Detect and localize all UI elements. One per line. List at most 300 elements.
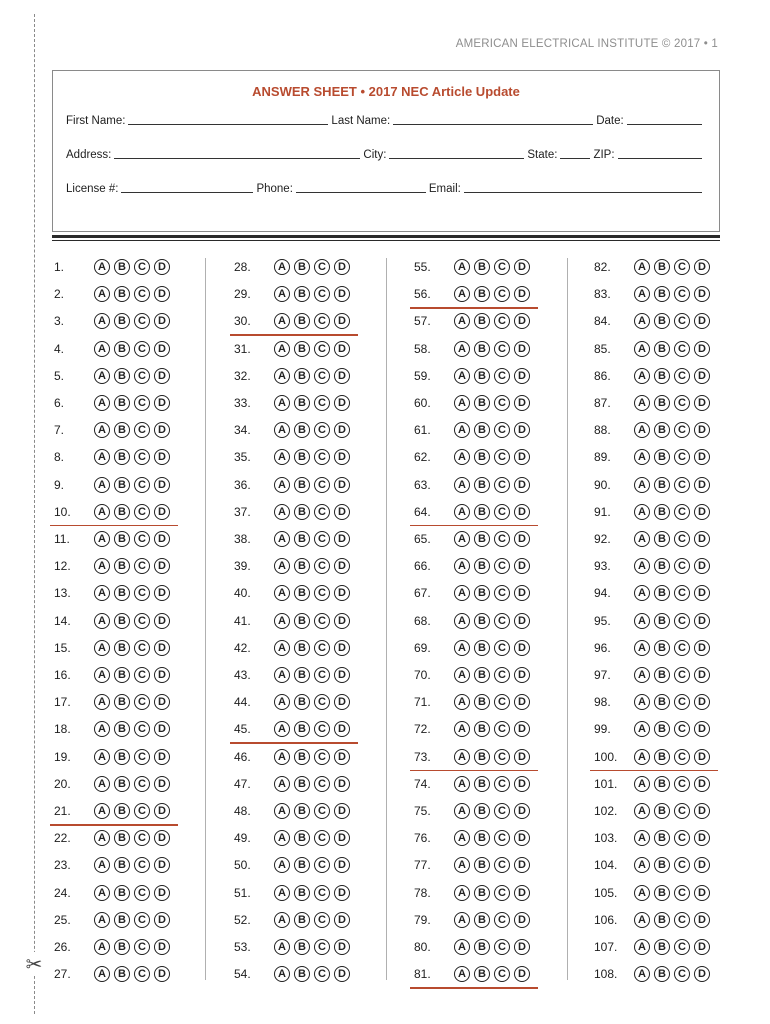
answer-bubble-d[interactable]: D: [334, 558, 350, 574]
answer-bubble-b[interactable]: B: [474, 803, 490, 819]
answer-bubble-c[interactable]: C: [134, 830, 150, 846]
zip-field[interactable]: [618, 158, 702, 159]
answer-bubble-c[interactable]: C: [674, 585, 690, 601]
answer-bubble-a[interactable]: A: [454, 449, 470, 465]
answer-bubble-a[interactable]: A: [274, 830, 290, 846]
answer-bubble-a[interactable]: A: [454, 259, 470, 275]
answer-bubble-c[interactable]: C: [134, 640, 150, 656]
answer-bubble-b[interactable]: B: [474, 477, 490, 493]
answer-bubble-d[interactable]: D: [154, 776, 170, 792]
answer-bubble-b[interactable]: B: [114, 422, 130, 438]
answer-bubble-a[interactable]: A: [94, 286, 110, 302]
answer-bubble-c[interactable]: C: [134, 477, 150, 493]
answer-bubble-a[interactable]: A: [454, 504, 470, 520]
answer-bubble-a[interactable]: A: [634, 477, 650, 493]
answer-bubble-b[interactable]: B: [294, 939, 310, 955]
answer-bubble-b[interactable]: B: [474, 749, 490, 765]
answer-bubble-d[interactable]: D: [334, 885, 350, 901]
answer-bubble-c[interactable]: C: [674, 368, 690, 384]
answer-bubble-c[interactable]: C: [674, 395, 690, 411]
answer-bubble-c[interactable]: C: [494, 585, 510, 601]
answer-bubble-c[interactable]: C: [494, 449, 510, 465]
answer-bubble-d[interactable]: D: [514, 368, 530, 384]
answer-bubble-a[interactable]: A: [634, 422, 650, 438]
answer-bubble-b[interactable]: B: [114, 449, 130, 465]
answer-bubble-c[interactable]: C: [674, 721, 690, 737]
answer-bubble-b[interactable]: B: [294, 341, 310, 357]
answer-bubble-c[interactable]: C: [314, 531, 330, 547]
answer-bubble-a[interactable]: A: [634, 585, 650, 601]
answer-bubble-d[interactable]: D: [514, 313, 530, 329]
answer-bubble-b[interactable]: B: [474, 966, 490, 982]
answer-bubble-d[interactable]: D: [154, 857, 170, 873]
answer-bubble-d[interactable]: D: [514, 694, 530, 710]
answer-bubble-d[interactable]: D: [694, 259, 710, 275]
answer-bubble-d[interactable]: D: [514, 449, 530, 465]
answer-bubble-c[interactable]: C: [494, 395, 510, 411]
answer-bubble-c[interactable]: C: [494, 477, 510, 493]
answer-bubble-a[interactable]: A: [454, 694, 470, 710]
answer-bubble-a[interactable]: A: [454, 368, 470, 384]
answer-bubble-d[interactable]: D: [154, 477, 170, 493]
answer-bubble-a[interactable]: A: [634, 830, 650, 846]
answer-bubble-a[interactable]: A: [634, 776, 650, 792]
answer-bubble-a[interactable]: A: [274, 640, 290, 656]
answer-bubble-a[interactable]: A: [634, 912, 650, 928]
answer-bubble-a[interactable]: A: [94, 667, 110, 683]
answer-bubble-a[interactable]: A: [274, 368, 290, 384]
state-field[interactable]: [560, 158, 590, 159]
answer-bubble-d[interactable]: D: [154, 449, 170, 465]
answer-bubble-a[interactable]: A: [634, 640, 650, 656]
answer-bubble-d[interactable]: D: [334, 286, 350, 302]
answer-bubble-d[interactable]: D: [334, 667, 350, 683]
answer-bubble-b[interactable]: B: [114, 341, 130, 357]
answer-bubble-d[interactable]: D: [154, 259, 170, 275]
answer-bubble-c[interactable]: C: [674, 667, 690, 683]
answer-bubble-a[interactable]: A: [634, 368, 650, 384]
email-field[interactable]: [464, 192, 702, 193]
first-name-field[interactable]: [128, 124, 328, 125]
answer-bubble-a[interactable]: A: [454, 749, 470, 765]
answer-bubble-a[interactable]: A: [634, 613, 650, 629]
answer-bubble-d[interactable]: D: [694, 694, 710, 710]
answer-bubble-b[interactable]: B: [474, 395, 490, 411]
answer-bubble-b[interactable]: B: [654, 667, 670, 683]
answer-bubble-c[interactable]: C: [674, 885, 690, 901]
answer-bubble-b[interactable]: B: [294, 857, 310, 873]
answer-bubble-d[interactable]: D: [514, 830, 530, 846]
answer-bubble-b[interactable]: B: [654, 640, 670, 656]
answer-bubble-b[interactable]: B: [654, 585, 670, 601]
answer-bubble-c[interactable]: C: [314, 667, 330, 683]
answer-bubble-b[interactable]: B: [294, 477, 310, 493]
answer-bubble-b[interactable]: B: [474, 694, 490, 710]
answer-bubble-a[interactable]: A: [94, 885, 110, 901]
answer-bubble-c[interactable]: C: [314, 721, 330, 737]
answer-bubble-c[interactable]: C: [494, 857, 510, 873]
answer-bubble-b[interactable]: B: [114, 585, 130, 601]
answer-bubble-c[interactable]: C: [494, 613, 510, 629]
answer-bubble-a[interactable]: A: [274, 259, 290, 275]
answer-bubble-d[interactable]: D: [334, 395, 350, 411]
answer-bubble-b[interactable]: B: [654, 613, 670, 629]
answer-bubble-b[interactable]: B: [654, 477, 670, 493]
answer-bubble-b[interactable]: B: [114, 749, 130, 765]
answer-bubble-c[interactable]: C: [134, 286, 150, 302]
answer-bubble-c[interactable]: C: [494, 640, 510, 656]
answer-bubble-b[interactable]: B: [654, 558, 670, 574]
answer-bubble-a[interactable]: A: [274, 749, 290, 765]
answer-bubble-c[interactable]: C: [494, 313, 510, 329]
answer-bubble-b[interactable]: B: [474, 885, 490, 901]
answer-bubble-d[interactable]: D: [334, 613, 350, 629]
answer-bubble-b[interactable]: B: [114, 776, 130, 792]
answer-bubble-a[interactable]: A: [274, 504, 290, 520]
answer-bubble-b[interactable]: B: [294, 395, 310, 411]
answer-bubble-b[interactable]: B: [294, 776, 310, 792]
answer-bubble-d[interactable]: D: [334, 504, 350, 520]
answer-bubble-c[interactable]: C: [314, 803, 330, 819]
answer-bubble-a[interactable]: A: [274, 966, 290, 982]
answer-bubble-d[interactable]: D: [694, 422, 710, 438]
answer-bubble-b[interactable]: B: [294, 694, 310, 710]
answer-bubble-a[interactable]: A: [274, 558, 290, 574]
answer-bubble-d[interactable]: D: [514, 504, 530, 520]
answer-bubble-c[interactable]: C: [494, 939, 510, 955]
answer-bubble-a[interactable]: A: [94, 803, 110, 819]
answer-bubble-d[interactable]: D: [514, 803, 530, 819]
answer-bubble-d[interactable]: D: [154, 422, 170, 438]
answer-bubble-b[interactable]: B: [114, 259, 130, 275]
answer-bubble-b[interactable]: B: [294, 286, 310, 302]
answer-bubble-b[interactable]: B: [294, 368, 310, 384]
answer-bubble-c[interactable]: C: [134, 667, 150, 683]
answer-bubble-b[interactable]: B: [654, 749, 670, 765]
answer-bubble-c[interactable]: C: [494, 558, 510, 574]
answer-bubble-d[interactable]: D: [514, 939, 530, 955]
answer-bubble-d[interactable]: D: [514, 912, 530, 928]
answer-bubble-d[interactable]: D: [334, 830, 350, 846]
answer-bubble-b[interactable]: B: [114, 966, 130, 982]
answer-bubble-c[interactable]: C: [134, 966, 150, 982]
answer-bubble-d[interactable]: D: [694, 477, 710, 493]
answer-bubble-a[interactable]: A: [94, 313, 110, 329]
answer-bubble-a[interactable]: A: [94, 694, 110, 710]
answer-bubble-d[interactable]: D: [694, 395, 710, 411]
answer-bubble-a[interactable]: A: [274, 449, 290, 465]
answer-bubble-a[interactable]: A: [274, 477, 290, 493]
answer-bubble-d[interactable]: D: [514, 259, 530, 275]
answer-bubble-b[interactable]: B: [294, 830, 310, 846]
last-name-field[interactable]: [393, 124, 593, 125]
answer-bubble-d[interactable]: D: [514, 640, 530, 656]
answer-bubble-b[interactable]: B: [654, 830, 670, 846]
answer-bubble-d[interactable]: D: [334, 966, 350, 982]
answer-bubble-a[interactable]: A: [634, 558, 650, 574]
answer-bubble-c[interactable]: C: [494, 885, 510, 901]
answer-bubble-c[interactable]: C: [674, 531, 690, 547]
answer-bubble-a[interactable]: A: [454, 776, 470, 792]
answer-bubble-b[interactable]: B: [654, 912, 670, 928]
answer-bubble-b[interactable]: B: [114, 368, 130, 384]
answer-bubble-b[interactable]: B: [474, 341, 490, 357]
answer-bubble-c[interactable]: C: [314, 477, 330, 493]
answer-bubble-c[interactable]: C: [674, 477, 690, 493]
answer-bubble-a[interactable]: A: [94, 966, 110, 982]
answer-bubble-d[interactable]: D: [334, 640, 350, 656]
answer-bubble-b[interactable]: B: [114, 558, 130, 574]
answer-bubble-a[interactable]: A: [634, 341, 650, 357]
answer-bubble-d[interactable]: D: [694, 613, 710, 629]
answer-bubble-a[interactable]: A: [634, 449, 650, 465]
answer-bubble-d[interactable]: D: [694, 286, 710, 302]
phone-field[interactable]: [296, 192, 426, 193]
answer-bubble-c[interactable]: C: [494, 531, 510, 547]
answer-bubble-c[interactable]: C: [134, 613, 150, 629]
answer-bubble-a[interactable]: A: [634, 395, 650, 411]
answer-bubble-b[interactable]: B: [294, 531, 310, 547]
answer-bubble-c[interactable]: C: [134, 857, 150, 873]
answer-bubble-b[interactable]: B: [114, 286, 130, 302]
answer-bubble-a[interactable]: A: [274, 857, 290, 873]
answer-bubble-b[interactable]: B: [294, 449, 310, 465]
answer-bubble-c[interactable]: C: [314, 558, 330, 574]
answer-bubble-c[interactable]: C: [674, 313, 690, 329]
answer-bubble-c[interactable]: C: [134, 341, 150, 357]
answer-bubble-c[interactable]: C: [314, 939, 330, 955]
answer-bubble-b[interactable]: B: [294, 504, 310, 520]
answer-bubble-d[interactable]: D: [514, 857, 530, 873]
answer-bubble-a[interactable]: A: [634, 694, 650, 710]
answer-bubble-a[interactable]: A: [274, 286, 290, 302]
answer-bubble-b[interactable]: B: [114, 667, 130, 683]
answer-bubble-c[interactable]: C: [134, 694, 150, 710]
license-field[interactable]: [121, 192, 253, 193]
answer-bubble-b[interactable]: B: [654, 422, 670, 438]
answer-bubble-a[interactable]: A: [274, 585, 290, 601]
answer-bubble-c[interactable]: C: [314, 912, 330, 928]
answer-bubble-a[interactable]: A: [274, 912, 290, 928]
answer-bubble-c[interactable]: C: [494, 776, 510, 792]
answer-bubble-d[interactable]: D: [334, 749, 350, 765]
answer-bubble-c[interactable]: C: [674, 966, 690, 982]
answer-bubble-d[interactable]: D: [154, 694, 170, 710]
answer-bubble-c[interactable]: C: [314, 694, 330, 710]
answer-bubble-d[interactable]: D: [334, 776, 350, 792]
answer-bubble-a[interactable]: A: [274, 694, 290, 710]
answer-bubble-c[interactable]: C: [494, 966, 510, 982]
answer-bubble-a[interactable]: A: [454, 313, 470, 329]
answer-bubble-b[interactable]: B: [294, 721, 310, 737]
answer-bubble-a[interactable]: A: [454, 558, 470, 574]
answer-bubble-c[interactable]: C: [134, 803, 150, 819]
answer-bubble-a[interactable]: A: [274, 803, 290, 819]
answer-bubble-b[interactable]: B: [654, 966, 670, 982]
answer-bubble-d[interactable]: D: [154, 531, 170, 547]
answer-bubble-b[interactable]: B: [654, 885, 670, 901]
answer-bubble-d[interactable]: D: [334, 912, 350, 928]
answer-bubble-a[interactable]: A: [634, 286, 650, 302]
answer-bubble-b[interactable]: B: [474, 640, 490, 656]
answer-bubble-a[interactable]: A: [274, 939, 290, 955]
answer-bubble-a[interactable]: A: [94, 341, 110, 357]
answer-bubble-b[interactable]: B: [114, 721, 130, 737]
answer-bubble-c[interactable]: C: [674, 694, 690, 710]
answer-bubble-b[interactable]: B: [114, 313, 130, 329]
answer-bubble-c[interactable]: C: [314, 857, 330, 873]
answer-bubble-b[interactable]: B: [114, 640, 130, 656]
answer-bubble-d[interactable]: D: [154, 368, 170, 384]
answer-bubble-a[interactable]: A: [94, 585, 110, 601]
answer-bubble-a[interactable]: A: [634, 531, 650, 547]
answer-bubble-c[interactable]: C: [674, 830, 690, 846]
answer-bubble-b[interactable]: B: [474, 830, 490, 846]
answer-bubble-c[interactable]: C: [674, 286, 690, 302]
answer-bubble-c[interactable]: C: [314, 286, 330, 302]
answer-bubble-c[interactable]: C: [674, 749, 690, 765]
answer-bubble-b[interactable]: B: [114, 504, 130, 520]
answer-bubble-d[interactable]: D: [154, 966, 170, 982]
answer-bubble-b[interactable]: B: [474, 939, 490, 955]
answer-bubble-c[interactable]: C: [314, 885, 330, 901]
answer-bubble-d[interactable]: D: [694, 966, 710, 982]
answer-bubble-a[interactable]: A: [454, 585, 470, 601]
answer-bubble-c[interactable]: C: [494, 749, 510, 765]
answer-bubble-d[interactable]: D: [694, 368, 710, 384]
answer-bubble-a[interactable]: A: [274, 721, 290, 737]
answer-bubble-a[interactable]: A: [454, 721, 470, 737]
answer-bubble-d[interactable]: D: [334, 694, 350, 710]
answer-bubble-b[interactable]: B: [654, 721, 670, 737]
answer-bubble-c[interactable]: C: [314, 449, 330, 465]
answer-bubble-d[interactable]: D: [694, 721, 710, 737]
answer-bubble-c[interactable]: C: [494, 368, 510, 384]
answer-bubble-c[interactable]: C: [674, 776, 690, 792]
answer-bubble-a[interactable]: A: [634, 939, 650, 955]
answer-bubble-a[interactable]: A: [94, 449, 110, 465]
answer-bubble-c[interactable]: C: [314, 640, 330, 656]
date-field[interactable]: [627, 124, 702, 125]
answer-bubble-d[interactable]: D: [334, 422, 350, 438]
answer-bubble-b[interactable]: B: [474, 857, 490, 873]
answer-bubble-c[interactable]: C: [314, 830, 330, 846]
answer-bubble-c[interactable]: C: [134, 313, 150, 329]
answer-bubble-b[interactable]: B: [654, 939, 670, 955]
answer-bubble-b[interactable]: B: [114, 531, 130, 547]
answer-bubble-a[interactable]: A: [274, 313, 290, 329]
answer-bubble-a[interactable]: A: [454, 286, 470, 302]
answer-bubble-a[interactable]: A: [94, 613, 110, 629]
answer-bubble-d[interactable]: D: [694, 313, 710, 329]
answer-bubble-c[interactable]: C: [314, 313, 330, 329]
answer-bubble-d[interactable]: D: [154, 803, 170, 819]
answer-bubble-d[interactable]: D: [514, 558, 530, 574]
answer-bubble-c[interactable]: C: [314, 776, 330, 792]
answer-bubble-a[interactable]: A: [94, 531, 110, 547]
answer-bubble-c[interactable]: C: [494, 504, 510, 520]
answer-bubble-b[interactable]: B: [654, 368, 670, 384]
answer-bubble-c[interactable]: C: [314, 341, 330, 357]
answer-bubble-c[interactable]: C: [674, 558, 690, 574]
answer-bubble-a[interactable]: A: [94, 558, 110, 574]
answer-bubble-c[interactable]: C: [674, 939, 690, 955]
answer-bubble-d[interactable]: D: [334, 341, 350, 357]
answer-bubble-b[interactable]: B: [654, 694, 670, 710]
answer-bubble-b[interactable]: B: [474, 613, 490, 629]
answer-bubble-d[interactable]: D: [694, 640, 710, 656]
answer-bubble-c[interactable]: C: [674, 341, 690, 357]
answer-bubble-b[interactable]: B: [474, 259, 490, 275]
answer-bubble-d[interactable]: D: [694, 803, 710, 819]
answer-bubble-a[interactable]: A: [94, 912, 110, 928]
answer-bubble-d[interactable]: D: [334, 259, 350, 275]
answer-bubble-c[interactable]: C: [134, 749, 150, 765]
answer-bubble-d[interactable]: D: [694, 885, 710, 901]
answer-bubble-a[interactable]: A: [454, 341, 470, 357]
answer-bubble-d[interactable]: D: [334, 477, 350, 493]
answer-bubble-c[interactable]: C: [674, 422, 690, 438]
answer-bubble-a[interactable]: A: [454, 422, 470, 438]
answer-bubble-d[interactable]: D: [514, 749, 530, 765]
answer-bubble-a[interactable]: A: [274, 395, 290, 411]
answer-bubble-d[interactable]: D: [334, 857, 350, 873]
answer-bubble-a[interactable]: A: [94, 749, 110, 765]
answer-bubble-c[interactable]: C: [134, 885, 150, 901]
answer-bubble-a[interactable]: A: [634, 749, 650, 765]
city-field[interactable]: [389, 158, 524, 159]
answer-bubble-c[interactable]: C: [314, 966, 330, 982]
answer-bubble-b[interactable]: B: [654, 395, 670, 411]
answer-bubble-c[interactable]: C: [674, 504, 690, 520]
answer-bubble-d[interactable]: D: [154, 667, 170, 683]
answer-bubble-c[interactable]: C: [134, 368, 150, 384]
answer-bubble-c[interactable]: C: [314, 368, 330, 384]
answer-bubble-b[interactable]: B: [114, 830, 130, 846]
answer-bubble-b[interactable]: B: [654, 286, 670, 302]
answer-bubble-b[interactable]: B: [294, 803, 310, 819]
answer-bubble-d[interactable]: D: [514, 721, 530, 737]
answer-bubble-c[interactable]: C: [134, 585, 150, 601]
answer-bubble-d[interactable]: D: [514, 885, 530, 901]
answer-bubble-b[interactable]: B: [654, 313, 670, 329]
answer-bubble-c[interactable]: C: [134, 422, 150, 438]
answer-bubble-b[interactable]: B: [654, 857, 670, 873]
answer-bubble-d[interactable]: D: [154, 504, 170, 520]
answer-bubble-d[interactable]: D: [334, 449, 350, 465]
answer-bubble-d[interactable]: D: [694, 504, 710, 520]
answer-bubble-d[interactable]: D: [334, 531, 350, 547]
answer-bubble-b[interactable]: B: [654, 504, 670, 520]
answer-bubble-d[interactable]: D: [154, 341, 170, 357]
answer-bubble-b[interactable]: B: [474, 286, 490, 302]
answer-bubble-a[interactable]: A: [454, 830, 470, 846]
answer-bubble-b[interactable]: B: [114, 912, 130, 928]
answer-bubble-b[interactable]: B: [474, 449, 490, 465]
answer-bubble-c[interactable]: C: [494, 694, 510, 710]
answer-bubble-b[interactable]: B: [294, 885, 310, 901]
answer-bubble-c[interactable]: C: [674, 857, 690, 873]
answer-bubble-a[interactable]: A: [454, 966, 470, 982]
answer-bubble-c[interactable]: C: [494, 422, 510, 438]
answer-bubble-d[interactable]: D: [334, 803, 350, 819]
answer-bubble-b[interactable]: B: [114, 857, 130, 873]
answer-bubble-b[interactable]: B: [114, 613, 130, 629]
answer-bubble-c[interactable]: C: [674, 613, 690, 629]
answer-bubble-d[interactable]: D: [154, 885, 170, 901]
answer-bubble-c[interactable]: C: [314, 422, 330, 438]
answer-bubble-b[interactable]: B: [294, 558, 310, 574]
